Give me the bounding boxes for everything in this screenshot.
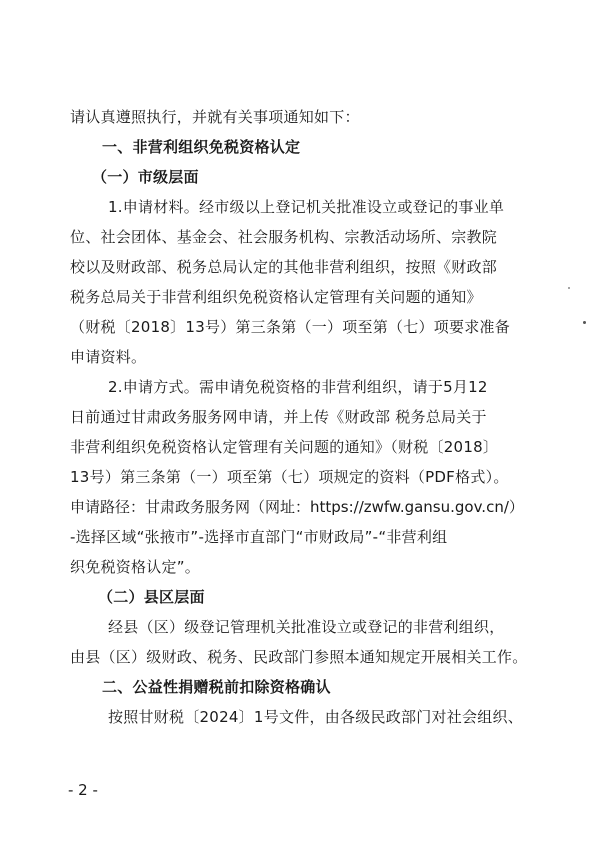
scan-speck-decoration	[583, 321, 586, 324]
scan-speck-decoration	[568, 287, 570, 289]
application-path-line: 申请路径：甘肃政务服务网（网址：https://zwfw.gansu.gov.cn/）	[70, 498, 524, 516]
subsection-heading-1: （一）市级层面	[92, 168, 199, 186]
body-text-line: 1.申请材料。经市级以上登记机关批准设立或登记的事业单	[108, 198, 505, 216]
body-text-line: 13号）第三条第（一）项至第（七）项规定的资料（PDF格式）。	[70, 468, 509, 486]
body-text-line: 织免税资格认定”。	[70, 558, 201, 576]
body-text-line: 请认真遵照执行，并就有关事项通知如下：	[70, 108, 360, 126]
body-text-line: 非营利组织免税资格认定管理有关问题的通知》（财税〔2018〕	[70, 438, 499, 456]
subsection-heading-2: （二）县区层面	[98, 588, 205, 606]
body-text-line: 位、社会团体、基金会、社会服务机构、宗教活动场所、宗教院	[70, 228, 498, 246]
body-text-line: 税务总局关于非营利组织免税资格认定管理有关问题的通知》	[70, 288, 482, 306]
page-number: - 2 -	[68, 781, 98, 799]
body-text-line: 校以及财政部、税务总局认定的其他非营利组织，按照《财政部	[70, 258, 498, 276]
body-text-line: 2.申请方式。需申请免税资格的非营利组织，请于5月12	[108, 378, 488, 396]
body-text-line: 申请资料。	[70, 348, 147, 366]
body-text-line: （财税〔2018〕13号）第三条第（一）项至第（七）项要求准备	[70, 318, 511, 336]
body-text-line: 日前通过甘肃政务服务网申请，并上传《财政部 税务总局关于	[70, 408, 487, 426]
body-text-line: 按照甘财税〔2024〕1号文件，由各级民政部门对社会组织、	[108, 708, 523, 726]
body-text-line: 经县（区）级登记管理机关批准设立或登记的非营利组织，	[108, 618, 505, 636]
section-heading-1: 一、非营利组织免税资格认定	[102, 138, 301, 156]
section-heading-2: 二、公益性捐赠税前扣除资格确认	[102, 678, 331, 696]
body-text-line: -选择区域“张掖市”-选择市直部门“市财政局”-“非营利组	[70, 528, 448, 546]
body-text-line: 由县（区）级财政、税务、民政部门参照本通知规定开展相关工作。	[70, 648, 528, 666]
